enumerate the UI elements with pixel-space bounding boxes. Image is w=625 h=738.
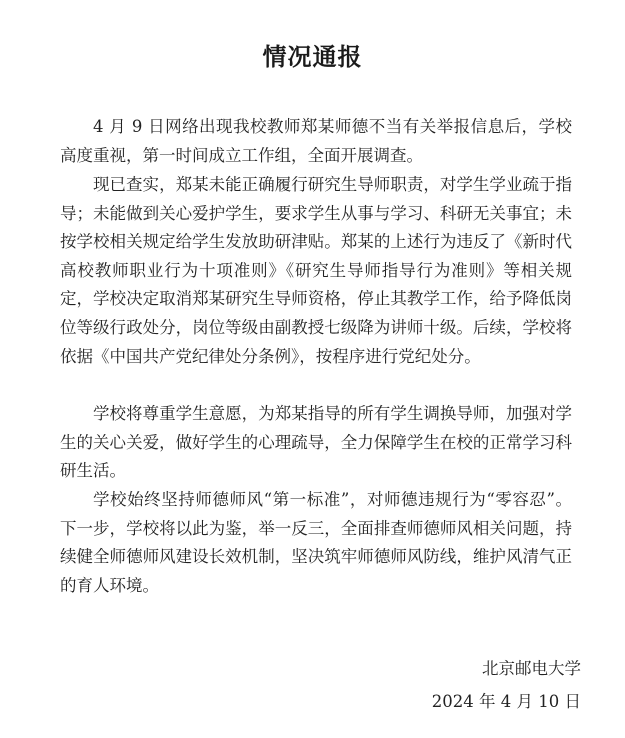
- paragraph-findings: 现已查实，郑某未能正确履行研究生导师职责，对学生学业疏于指导；未能做到关心爱护学生，要求学生从事与学习、科研无关事宜；未按学校相关规定给学生发放助研津贴。郑某的上述行为违反了《新时代高校教师职业行为十项准则》《研究生导师指导行为准则》等相关规定，学校决定取消郑某研究生导师资格，停止其教学工作，给予降低岗位等级行政处分，岗位等级由副教授七级降为讲师十级。后续，学校将依据《中国共产党纪律处分条例》，按程序进行党纪处分。: [60, 175, 572, 366]
- issue-date: 2024 年 4 月 10 日: [431, 692, 581, 711]
- document-title: 情况通报: [262, 42, 363, 71]
- paragraph-student-care: 学校将尊重学生意愿，为郑某指导的所有学生调换导师，加强对学生的关心关爱，做好学生的心理疏导，全力保障学生在校的正常学习科研生活。: [60, 404, 572, 481]
- paragraph-incident: 4 月 9 日网络出现我校教师郑某师德不当有关举报信息后，学校高度重视，第一时间成立工作组，全面开展调查。: [60, 117, 572, 165]
- paragraph-commitment: 学校始终坚持师德师风“第一标准”，对师德违规行为“零容忍”。下一步，学校将以此为鉴，举一反三，全面排查师德师风相关问题，持续健全师德师风建设长效机制，坚决筑牢师德师风防线，维护风清气正的育人环境。: [60, 490, 572, 595]
- signer-name: 北京邮电大学: [482, 659, 581, 678]
